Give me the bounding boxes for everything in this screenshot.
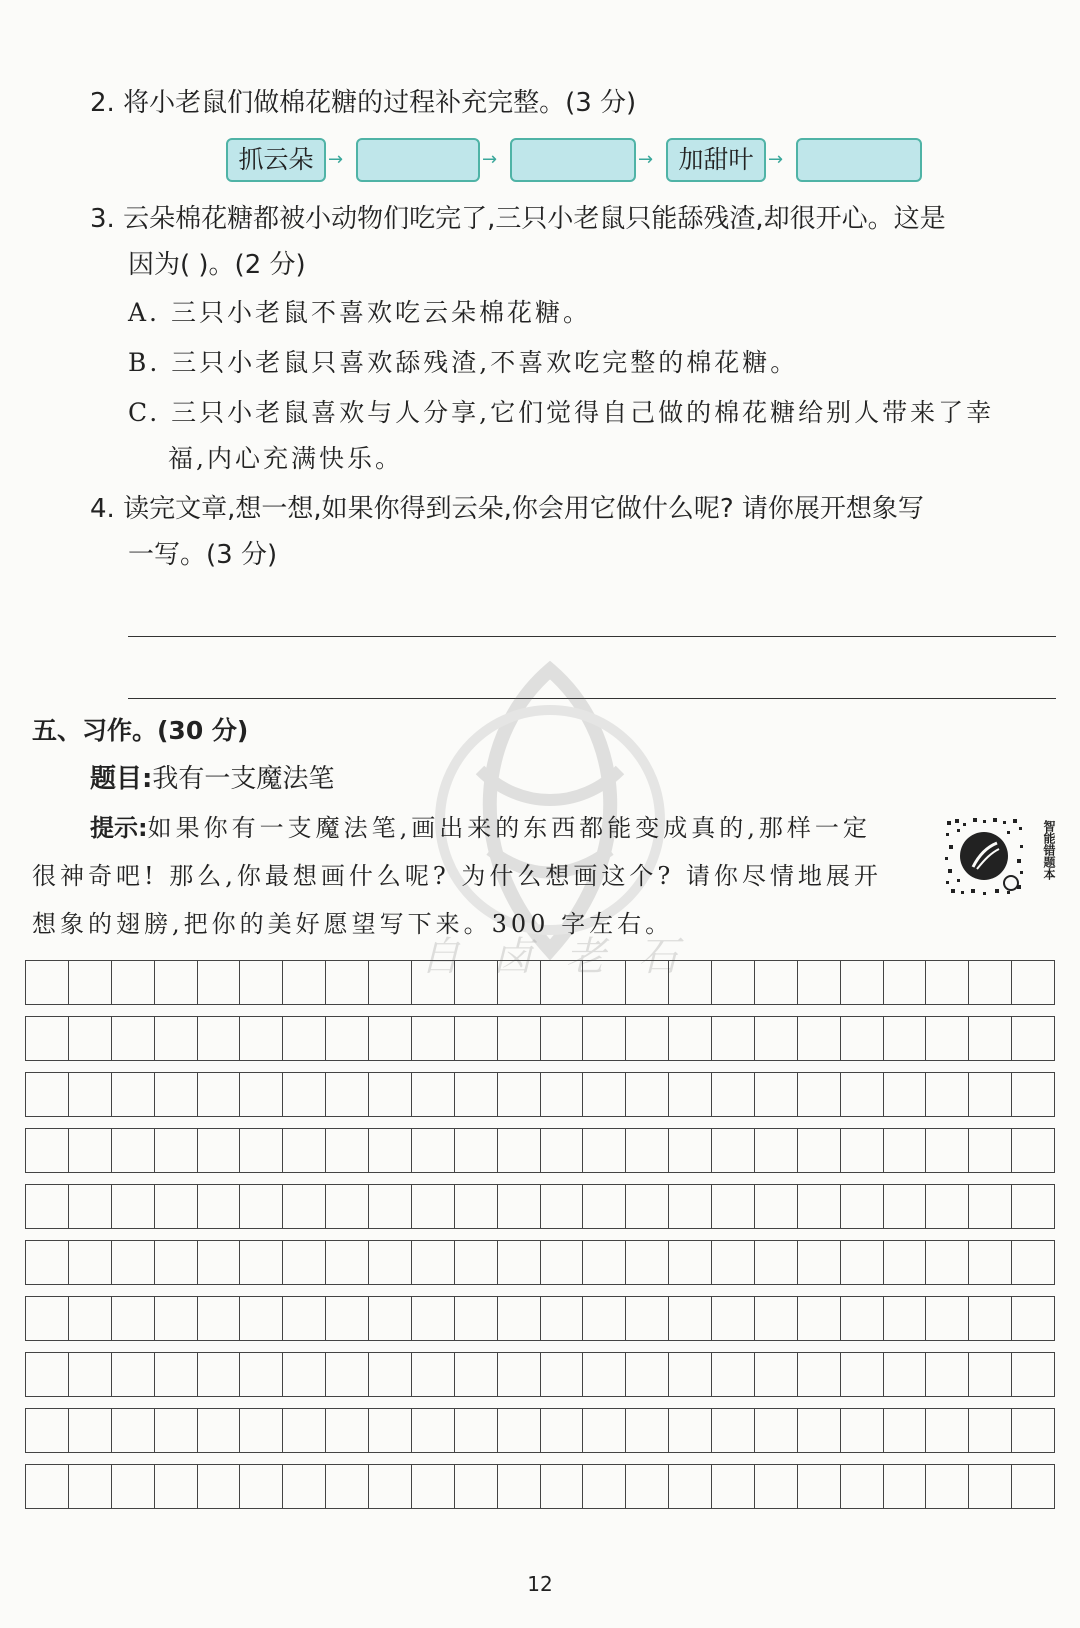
grid-cell[interactable]: [412, 1465, 455, 1508]
grid-cell[interactable]: [283, 1241, 326, 1284]
grid-cell[interactable]: [926, 1353, 969, 1396]
question-3-line1: 3. 云朵棉花糖都被小动物们吃完了,三只小老鼠只能舔残渣,却很开心。这是: [90, 204, 946, 234]
flow-step-4: 加甜叶: [666, 138, 766, 182]
option-b[interactable]: B. 三只小老鼠只喜欢舔残渣,不喜欢吃完整的棉花糖。: [128, 348, 799, 377]
grid-cell[interactable]: [155, 1241, 198, 1284]
grid-cell[interactable]: [412, 1297, 455, 1340]
grid-cell[interactable]: [1012, 961, 1054, 1004]
arrow-icon: →: [768, 149, 784, 170]
grid-cell[interactable]: [69, 1465, 112, 1508]
grid-cell[interactable]: [669, 1241, 712, 1284]
grid-cell[interactable]: [326, 1241, 369, 1284]
grid-cell[interactable]: [926, 1129, 969, 1172]
grid-cell[interactable]: [326, 1129, 369, 1172]
flow-step-5-blank[interactable]: [796, 138, 922, 182]
grid-cell[interactable]: [926, 1465, 969, 1508]
grid-cell[interactable]: [583, 961, 626, 1004]
grid-cell[interactable]: [798, 1073, 841, 1116]
grid-cell[interactable]: [798, 1017, 841, 1060]
grid-cell[interactable]: [541, 1297, 584, 1340]
grid-cell[interactable]: [240, 1017, 283, 1060]
grid-cell[interactable]: [112, 1017, 155, 1060]
grid-cell[interactable]: [498, 1465, 541, 1508]
grid-cell[interactable]: [498, 1241, 541, 1284]
grid-cell[interactable]: [326, 961, 369, 1004]
grid-cell[interactable]: [1012, 1409, 1054, 1452]
grid-cell[interactable]: [112, 1129, 155, 1172]
grid-cell[interactable]: [712, 1409, 755, 1452]
watermark-text: 自 卤 老 石: [420, 934, 689, 980]
grid-cell[interactable]: [455, 1017, 498, 1060]
grid-cell[interactable]: [155, 1185, 198, 1228]
grid-cell[interactable]: [712, 1297, 755, 1340]
grid-cell[interactable]: [455, 1241, 498, 1284]
grid-cell[interactable]: [26, 1409, 69, 1452]
grid-cell[interactable]: [712, 1073, 755, 1116]
grid-cell[interactable]: [884, 1185, 927, 1228]
grid-cell[interactable]: [283, 1017, 326, 1060]
grid-cell[interactable]: [712, 1185, 755, 1228]
grid-cell[interactable]: [969, 1409, 1012, 1452]
grid-cell[interactable]: [669, 1465, 712, 1508]
grid-cell[interactable]: [369, 1185, 412, 1228]
arrow-icon: →: [328, 149, 344, 170]
grid-cell[interactable]: [969, 1185, 1012, 1228]
grid-cell[interactable]: [369, 1297, 412, 1340]
grid-cell[interactable]: [240, 1353, 283, 1396]
tip-label: 提示:: [90, 814, 148, 842]
grid-cell[interactable]: [455, 1185, 498, 1228]
grid-cell[interactable]: [240, 1465, 283, 1508]
essay-title-text: 我有一支魔法笔: [152, 764, 335, 794]
grid-cell[interactable]: [326, 1185, 369, 1228]
grid-cell[interactable]: [583, 1017, 626, 1060]
grid-cell[interactable]: [798, 1353, 841, 1396]
grid-cell[interactable]: [626, 1297, 669, 1340]
grid-cell[interactable]: [412, 1017, 455, 1060]
grid-cell[interactable]: [541, 1465, 584, 1508]
grid-cell[interactable]: [1012, 1017, 1054, 1060]
grid-cell[interactable]: [69, 1353, 112, 1396]
grid-cell[interactable]: [26, 1017, 69, 1060]
grid-cell[interactable]: [240, 1185, 283, 1228]
arrow-icon: →: [638, 149, 654, 170]
grid-cell[interactable]: [240, 1129, 283, 1172]
grid-cell[interactable]: [155, 1297, 198, 1340]
flow-step-3-blank[interactable]: [510, 138, 636, 182]
grid-cell[interactable]: [1012, 1297, 1054, 1340]
grid-cell[interactable]: [112, 1073, 155, 1116]
grid-cell[interactable]: [755, 1017, 798, 1060]
flow-step-2-blank[interactable]: [356, 138, 480, 182]
grid-cell[interactable]: [969, 961, 1012, 1004]
grid-cell[interactable]: [841, 1465, 884, 1508]
grid-row: [25, 1184, 1055, 1229]
grid-cell[interactable]: [669, 1073, 712, 1116]
grid-cell[interactable]: [926, 1017, 969, 1060]
grid-cell[interactable]: [112, 961, 155, 1004]
grid-cell[interactable]: [626, 1465, 669, 1508]
section-5-heading: 五、习作。(30 分): [32, 716, 249, 745]
grid-cell[interactable]: [155, 1017, 198, 1060]
grid-row: [25, 1128, 1055, 1173]
grid-row: [25, 960, 1055, 1005]
grid-cell[interactable]: [755, 1185, 798, 1228]
grid-cell[interactable]: [541, 961, 584, 1004]
grid-cell[interactable]: [583, 1241, 626, 1284]
grid-cell[interactable]: [69, 1017, 112, 1060]
grid-cell[interactable]: [926, 1073, 969, 1116]
grid-cell[interactable]: [884, 1297, 927, 1340]
grid-cell[interactable]: [841, 1073, 884, 1116]
grid-cell[interactable]: [412, 1073, 455, 1116]
grid-cell[interactable]: [69, 1185, 112, 1228]
grid-cell[interactable]: [69, 1297, 112, 1340]
grid-cell[interactable]: [283, 961, 326, 1004]
grid-cell[interactable]: [626, 1185, 669, 1228]
grid-cell[interactable]: [240, 1073, 283, 1116]
grid-cell[interactable]: [326, 1017, 369, 1060]
grid-cell[interactable]: [283, 1409, 326, 1452]
grid-cell[interactable]: [712, 1241, 755, 1284]
grid-cell[interactable]: [283, 1129, 326, 1172]
grid-cell[interactable]: [712, 1353, 755, 1396]
grid-cell[interactable]: [884, 1353, 927, 1396]
grid-cell[interactable]: [412, 1353, 455, 1396]
grid-cell[interactable]: [455, 1353, 498, 1396]
grid-cell[interactable]: [498, 1297, 541, 1340]
grid-cell[interactable]: [583, 1297, 626, 1340]
grid-cell[interactable]: [583, 1465, 626, 1508]
grid-cell[interactable]: [541, 1073, 584, 1116]
grid-cell[interactable]: [541, 1353, 584, 1396]
grid-cell[interactable]: [240, 1409, 283, 1452]
grid-cell[interactable]: [969, 1297, 1012, 1340]
grid-cell[interactable]: [498, 1017, 541, 1060]
grid-cell[interactable]: [155, 1353, 198, 1396]
grid-cell[interactable]: [755, 1409, 798, 1452]
grid-cell[interactable]: [369, 1465, 412, 1508]
grid-cell[interactable]: [926, 961, 969, 1004]
grid-row: [25, 1352, 1055, 1397]
grid-cell[interactable]: [112, 1353, 155, 1396]
grid-cell[interactable]: [669, 1353, 712, 1396]
grid-cell[interactable]: [669, 1017, 712, 1060]
grid-cell[interactable]: [326, 1409, 369, 1452]
grid-cell[interactable]: [412, 1129, 455, 1172]
grid-cell[interactable]: [798, 961, 841, 1004]
grid-row: [25, 1464, 1055, 1509]
grid-cell[interactable]: [412, 1409, 455, 1452]
grid-cell[interactable]: [26, 1129, 69, 1172]
grid-cell[interactable]: [283, 1297, 326, 1340]
option-c-line1[interactable]: C. 三只小老鼠喜欢与人分享,它们觉得自己做的棉花糖给别人带来了幸: [128, 398, 995, 427]
answer-line-1[interactable]: [128, 636, 1056, 637]
grid-cell[interactable]: [712, 1017, 755, 1060]
grid-cell[interactable]: [626, 1353, 669, 1396]
grid-cell[interactable]: [841, 1241, 884, 1284]
question-2-text: 2. 将小老鼠们做棉花糖的过程补充完整。(3 分): [90, 88, 637, 118]
grid-cell[interactable]: [155, 1465, 198, 1508]
grid-cell[interactable]: [841, 1297, 884, 1340]
grid-cell[interactable]: [198, 1297, 241, 1340]
grid-cell[interactable]: [712, 961, 755, 1004]
essay-title-label: 题目:: [90, 764, 153, 794]
grid-cell[interactable]: [198, 1017, 241, 1060]
grid-cell[interactable]: [326, 1465, 369, 1508]
qr-code-icon[interactable]: [943, 815, 1025, 897]
grid-cell[interactable]: [755, 1073, 798, 1116]
grid-cell[interactable]: [326, 1297, 369, 1340]
grid-cell[interactable]: [26, 1073, 69, 1116]
grid-cell[interactable]: [841, 1409, 884, 1452]
grid-cell[interactable]: [498, 1129, 541, 1172]
grid-cell[interactable]: [626, 1129, 669, 1172]
essay-title: [90, 764, 334, 795]
grid-cell[interactable]: [969, 1465, 1012, 1508]
question-4-line2: 一写。(3 分): [128, 540, 278, 570]
grid-cell[interactable]: [198, 1129, 241, 1172]
question-4-line1: 4. 读完文章,想一想,如果你得到云朵,你会用它做什么呢? 请你展开想象写: [90, 494, 924, 524]
grid-cell[interactable]: [541, 1017, 584, 1060]
grid-cell[interactable]: [498, 1185, 541, 1228]
grid-cell[interactable]: [283, 1465, 326, 1508]
grid-cell[interactable]: [841, 1129, 884, 1172]
grid-cell[interactable]: [112, 1297, 155, 1340]
grid-cell[interactable]: [26, 1465, 69, 1508]
grid-cell[interactable]: [926, 1185, 969, 1228]
grid-cell[interactable]: [240, 1241, 283, 1284]
grid-cell[interactable]: [583, 1073, 626, 1116]
grid-cell[interactable]: [369, 1241, 412, 1284]
grid-cell[interactable]: [1012, 1241, 1054, 1284]
grid-row: [25, 1072, 1055, 1117]
grid-cell[interactable]: [155, 1129, 198, 1172]
qr-label: 智能错题本: [1042, 820, 1056, 880]
grid-cell[interactable]: [240, 1297, 283, 1340]
grid-cell[interactable]: [369, 1017, 412, 1060]
grid-cell[interactable]: [841, 961, 884, 1004]
grid-cell[interactable]: [798, 1297, 841, 1340]
grid-cell[interactable]: [583, 1129, 626, 1172]
grid-cell[interactable]: [498, 961, 541, 1004]
grid-cell[interactable]: [841, 1185, 884, 1228]
grid-row: [25, 1240, 1055, 1285]
grid-cell[interactable]: [712, 1129, 755, 1172]
grid-cell[interactable]: [198, 1073, 241, 1116]
grid-cell[interactable]: [583, 1409, 626, 1452]
grid-cell[interactable]: [541, 1409, 584, 1452]
grid-row: [25, 1296, 1055, 1341]
option-c-line2: 福,内心充满快乐。: [168, 444, 403, 473]
grid-cell[interactable]: [283, 1353, 326, 1396]
grid-cell[interactable]: [969, 1073, 1012, 1116]
grid-cell[interactable]: [841, 1017, 884, 1060]
page-number: 12: [527, 1572, 553, 1596]
grid-cell[interactable]: [884, 1241, 927, 1284]
grid-cell[interactable]: [755, 961, 798, 1004]
tip-text-1: 如果你有一支魔法笔,画出来的东西都能变成真的,那样一定: [147, 814, 871, 842]
grid-cell[interactable]: [926, 1297, 969, 1340]
grid-cell[interactable]: [798, 1409, 841, 1452]
grid-cell[interactable]: [455, 1297, 498, 1340]
grid-cell[interactable]: [541, 1185, 584, 1228]
grid-cell[interactable]: [155, 961, 198, 1004]
grid-cell[interactable]: [626, 1409, 669, 1452]
grid-cell[interactable]: [884, 1073, 927, 1116]
grid-cell[interactable]: [26, 1241, 69, 1284]
tip-line3: 想象的翅膀,把你的美好愿望写下来。300 字左右。: [32, 910, 674, 938]
grid-cell[interactable]: [969, 1241, 1012, 1284]
grid-cell[interactable]: [455, 1465, 498, 1508]
grid-cell[interactable]: [69, 1129, 112, 1172]
grid-cell[interactable]: [198, 1465, 241, 1508]
grid-cell[interactable]: [26, 1353, 69, 1396]
grid-cell[interactable]: [884, 1017, 927, 1060]
grid-cell[interactable]: [198, 1241, 241, 1284]
grid-cell[interactable]: [969, 1353, 1012, 1396]
grid-cell[interactable]: [112, 1241, 155, 1284]
grid-cell[interactable]: [755, 1465, 798, 1508]
grid-cell[interactable]: [198, 1353, 241, 1396]
grid-cell[interactable]: [583, 1185, 626, 1228]
arrow-icon: →: [482, 149, 498, 170]
grid-row: [25, 1408, 1055, 1453]
option-a[interactable]: A. 三只小老鼠不喜欢吃云朵棉花糖。: [128, 298, 591, 327]
grid-cell[interactable]: [755, 1241, 798, 1284]
grid-cell[interactable]: [1012, 1129, 1054, 1172]
grid-cell[interactable]: [412, 1241, 455, 1284]
process-flow: [226, 138, 966, 184]
flow-step-1: 抓云朵: [226, 138, 326, 182]
grid-cell[interactable]: [755, 1353, 798, 1396]
grid-cell[interactable]: [369, 1073, 412, 1116]
grid-cell[interactable]: [669, 1129, 712, 1172]
grid-cell[interactable]: [541, 1241, 584, 1284]
grid-cell[interactable]: [1012, 1465, 1054, 1508]
grid-cell[interactable]: [712, 1465, 755, 1508]
grid-cell[interactable]: [283, 1073, 326, 1116]
grid-cell[interactable]: [412, 1185, 455, 1228]
grid-cell[interactable]: [798, 1465, 841, 1508]
grid-cell[interactable]: [1012, 1353, 1054, 1396]
grid-cell[interactable]: [798, 1241, 841, 1284]
grid-cell[interactable]: [26, 961, 69, 1004]
grid-cell[interactable]: [626, 1017, 669, 1060]
grid-cell[interactable]: [26, 1297, 69, 1340]
grid-cell[interactable]: [69, 961, 112, 1004]
grid-cell[interactable]: [112, 1409, 155, 1452]
grid-cell[interactable]: [455, 961, 498, 1004]
grid-cell[interactable]: [969, 1129, 1012, 1172]
grid-cell[interactable]: [498, 1073, 541, 1116]
grid-cell[interactable]: [626, 1073, 669, 1116]
grid-cell[interactable]: [69, 1073, 112, 1116]
grid-cell[interactable]: [412, 961, 455, 1004]
grid-cell[interactable]: [198, 1409, 241, 1452]
grid-cell[interactable]: [369, 1409, 412, 1452]
grid-cell[interactable]: [884, 961, 927, 1004]
grid-cell[interactable]: [283, 1185, 326, 1228]
writing-grid[interactable]: [25, 960, 1055, 1520]
grid-cell[interactable]: [884, 1465, 927, 1508]
grid-cell[interactable]: [755, 1297, 798, 1340]
grid-cell[interactable]: [669, 961, 712, 1004]
grid-cell[interactable]: [841, 1353, 884, 1396]
grid-cell[interactable]: [626, 1241, 669, 1284]
grid-cell[interactable]: [198, 1185, 241, 1228]
grid-cell[interactable]: [884, 1409, 927, 1452]
grid-cell[interactable]: [155, 1409, 198, 1452]
tip-line2: 很神奇吧! 那么,你最想画什么呢? 为什么想画这个? 请你尽情地展开: [32, 862, 882, 890]
grid-cell[interactable]: [498, 1409, 541, 1452]
grid-cell[interactable]: [369, 1353, 412, 1396]
grid-cell[interactable]: [155, 1073, 198, 1116]
grid-cell[interactable]: [969, 1017, 1012, 1060]
grid-cell[interactable]: [583, 1353, 626, 1396]
grid-cell[interactable]: [69, 1241, 112, 1284]
grid-cell[interactable]: [26, 1185, 69, 1228]
grid-cell[interactable]: [326, 1073, 369, 1116]
grid-cell[interactable]: [1012, 1073, 1054, 1116]
grid-cell[interactable]: [369, 1129, 412, 1172]
grid-cell[interactable]: [798, 1185, 841, 1228]
grid-cell[interactable]: [498, 1353, 541, 1396]
grid-cell[interactable]: [669, 1409, 712, 1452]
grid-cell[interactable]: [369, 961, 412, 1004]
grid-cell[interactable]: [755, 1129, 798, 1172]
grid-cell[interactable]: [798, 1129, 841, 1172]
grid-cell[interactable]: [326, 1353, 369, 1396]
grid-cell[interactable]: [541, 1129, 584, 1172]
grid-cell[interactable]: [455, 1129, 498, 1172]
grid-row: [25, 1016, 1055, 1061]
grid-cell[interactable]: [1012, 1185, 1054, 1228]
grid-cell[interactable]: [455, 1073, 498, 1116]
question-3-line2: 因为( )。(2 分): [128, 250, 306, 280]
grid-cell[interactable]: [926, 1241, 969, 1284]
grid-cell[interactable]: [112, 1465, 155, 1508]
grid-cell[interactable]: [198, 961, 241, 1004]
tip-line1: [90, 814, 871, 843]
grid-cell[interactable]: [669, 1297, 712, 1340]
grid-cell[interactable]: [240, 961, 283, 1004]
grid-cell[interactable]: [884, 1129, 927, 1172]
grid-cell[interactable]: [69, 1409, 112, 1452]
grid-cell[interactable]: [112, 1185, 155, 1228]
grid-cell[interactable]: [626, 961, 669, 1004]
grid-cell[interactable]: [669, 1185, 712, 1228]
grid-cell[interactable]: [926, 1409, 969, 1452]
grid-cell[interactable]: [455, 1409, 498, 1452]
